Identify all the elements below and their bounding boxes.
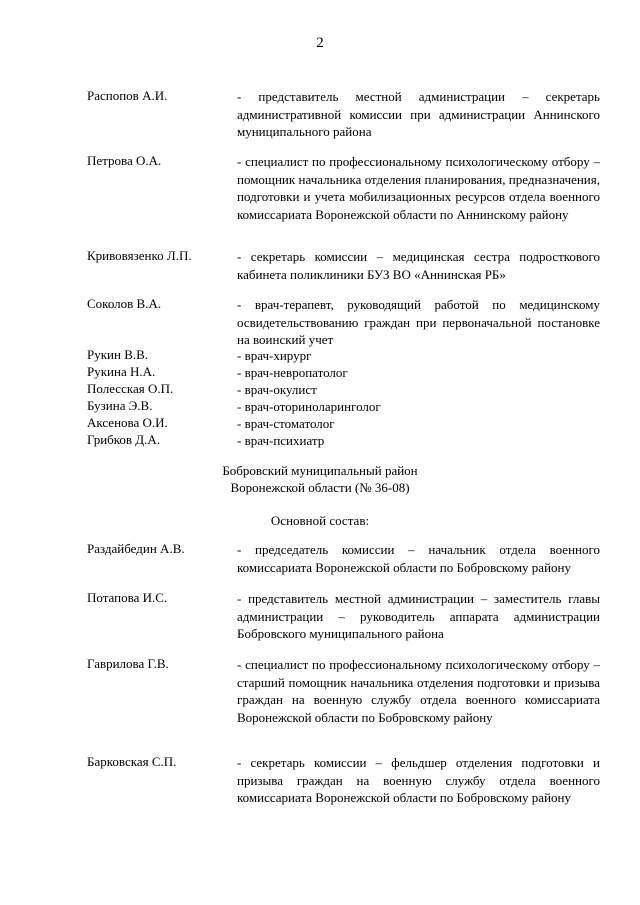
- member-role: - секретарь комиссии – фельдшер отделения подготовки и призыва граждан на военную службу отдела военного комиссариата Воронежской области по Бобровскому району: [237, 755, 600, 806]
- member-name: Аксенова О.И.: [87, 415, 168, 430]
- member-name: Гаврилова Г.В.: [87, 656, 169, 671]
- member-role: - секретарь комиссии – медицинская сестра подросткового кабинета поликлиники БУЗ ВО «Аннинская РБ»: [237, 249, 600, 282]
- district-heading: Бобровский муниципальный район: [222, 463, 418, 478]
- member-role: - представитель местной администрации – секретарь административной комиссии при администрации Аннинского муниципального района: [237, 89, 600, 140]
- member-role: - председатель комиссии – начальник отдела военного комиссариата Воронежской области по Бобровскому району: [237, 542, 600, 575]
- member-role: - врач-оториноларинголог: [237, 399, 381, 414]
- member-role: - врач-невропатолог: [237, 365, 348, 380]
- member-name: Кривовязенко Л.П.: [87, 248, 192, 263]
- member-role: - врач-психиатр: [237, 433, 325, 448]
- member-name: Потапова И.С.: [87, 590, 168, 605]
- member-role: - специалист по профессиональному психологическому отбору – старший помощник начальника отделения подготовки и призыва граждан на военную службу отдела военного комиссариата Воронежской области по Бобровскому району: [237, 657, 600, 725]
- page-number: 2: [316, 35, 324, 51]
- composition-heading: Основной состав:: [270, 513, 370, 528]
- member-name: Раздайбедин А.В.: [87, 541, 185, 556]
- member-role: - врач-окулист: [237, 382, 317, 397]
- member-role: - врач-хирург: [237, 348, 312, 363]
- member-name: Распопов А.И.: [87, 88, 168, 103]
- member-name: Грибков Д.А.: [87, 432, 161, 447]
- member-name: Рукин В.В.: [87, 347, 149, 362]
- member-role: - врач-терапевт, руководящий работой по медицинскому освидетельствованию граждан при первоначальной постановке на воинский учет: [237, 297, 600, 348]
- member-name: Полесская О.П.: [87, 381, 174, 396]
- member-name: Бузина Э.В.: [87, 398, 153, 413]
- member-name: Рукина Н.А.: [87, 364, 156, 379]
- member-name: Соколов В.А.: [87, 296, 162, 311]
- member-role: - представитель местной администрации – заместитель главы администрации – руководитель аппарата администрации Бобровского муниципального района: [237, 591, 600, 642]
- member-name: Петрова О.А.: [87, 153, 162, 168]
- district-heading-subtitle: Воронежской области (№ 36-08): [230, 480, 410, 495]
- member-role: - специалист по профессиональному психологическому отбору – помощник начальника отделения планирования, предназначения, подготовки и учета мобилизационных ресурсов отдела военного комиссариата Воронежской области по Аннинскому району: [237, 154, 600, 222]
- member-name: Барковская С.П.: [87, 754, 177, 769]
- member-role: - врач-стоматолог: [237, 416, 335, 431]
